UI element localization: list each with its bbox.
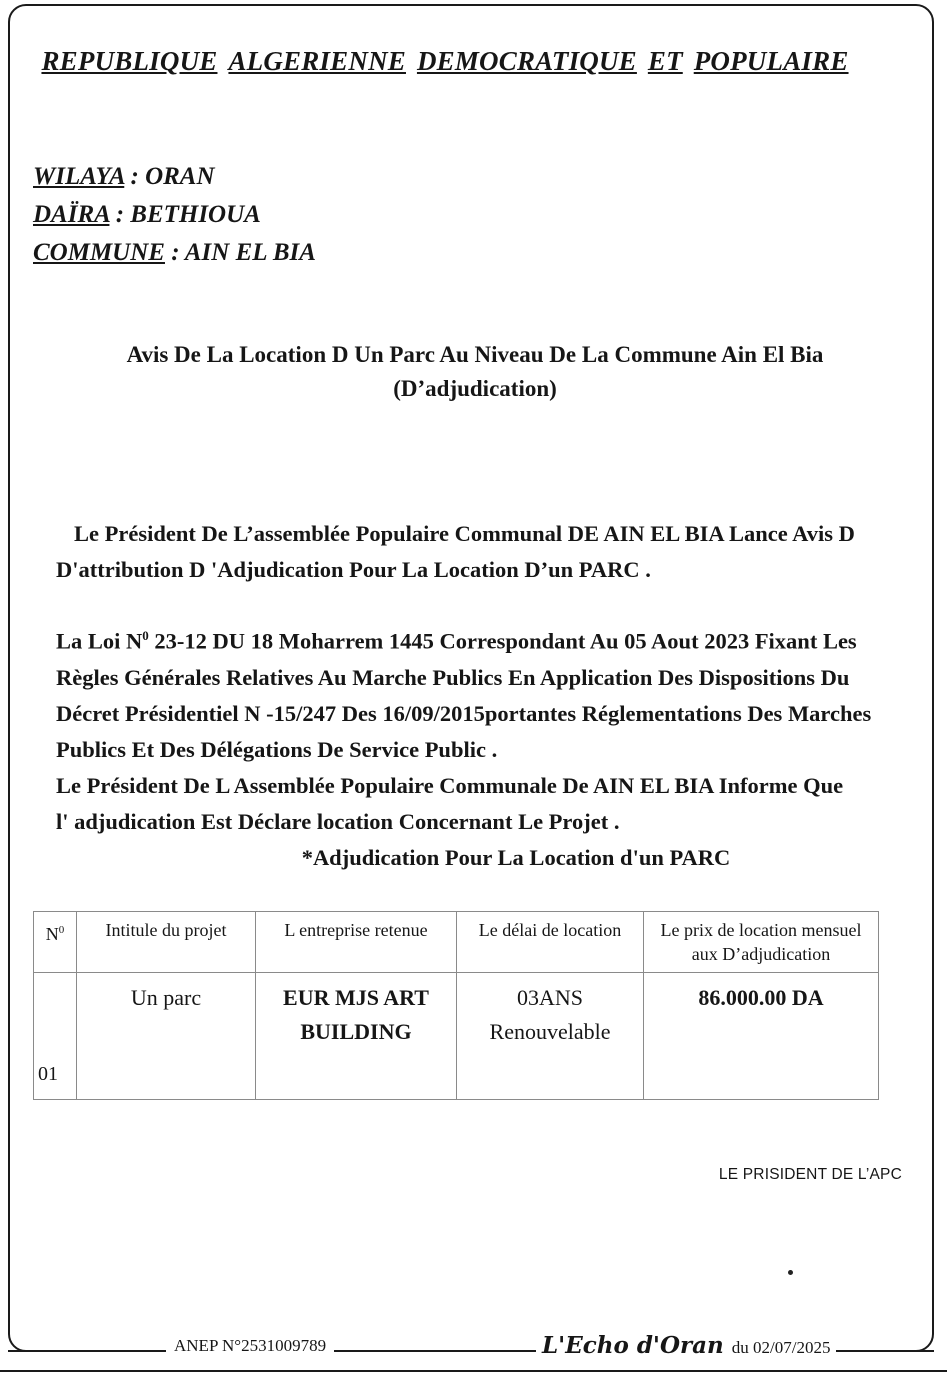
commune-label: COMMUNE: [33, 239, 165, 266]
notice-title-line1: Avis De La Location D Un Parc Au Niveau De La Commune Ain El Bia: [126, 342, 824, 367]
header-prix: Le prix de location mensuel aux D’adjudication: [644, 912, 879, 973]
award-table: [33, 911, 879, 1100]
commune-value: : AIN EL BIA: [164, 239, 316, 266]
body-paragraph-1: Le Président De L’assemblée Populaire Communal DE AIN EL BIA Lance Avis D D'attribution D 'Adjudication Pour La Location D’un PARC .: [56, 521, 855, 582]
heading-word: ALGERIENNE: [228, 46, 406, 76]
notice-body: [56, 516, 916, 876]
footer: [8, 1330, 934, 1370]
body-paragraph-2: [56, 618, 916, 768]
daira-line: [33, 196, 316, 234]
row-delai: 03ANS Renouvelable: [457, 973, 644, 1100]
body-paragraph-3: Le Président De L Assemblée Populaire Communale De AIN EL BIA Informe Que: [56, 772, 844, 798]
wilaya-label: WILAYA: [33, 163, 125, 190]
row-intitule: Un parc: [77, 973, 256, 1100]
law-prefix: La Loi N: [56, 628, 143, 654]
law-superscript: 0: [142, 628, 149, 643]
daira-value: : BETHIOUA: [109, 201, 261, 228]
publication-date: du 02/07/2025: [731, 1338, 831, 1357]
header-intitule: Intitule du projet: [77, 912, 256, 973]
heading-word: REPUBLIQUE: [41, 46, 218, 76]
header-entreprise: L entreprise retenue: [256, 912, 457, 973]
daira-label: DAÏRA: [33, 201, 110, 228]
table-header-row: [34, 912, 879, 973]
row-entreprise: EUR MJS ART BUILDING: [256, 973, 457, 1100]
heading-word: DEMOCRATIQUE: [416, 46, 637, 76]
law-text: 23-12 DU 18 Moharrem 1445 Correspondant Au 05 Aout 2023 Fixant Les Règles Générales Relatives Au Marche Publics En Application Des Dispositions Du Décret Présidentiel N -15/247 Des 16/09/2015portantes Réglementations Des Marches Publics Et Des Délégations De Service Public .: [56, 628, 872, 762]
page-bottom-rule: [0, 1370, 947, 1372]
table-row: [34, 973, 879, 1100]
header-delai: Le délai de location: [457, 912, 644, 973]
speck-mark: [788, 1270, 793, 1275]
notice-title: [20, 338, 930, 406]
signature-line: LE PRISIDENT DE L’APC: [718, 1166, 902, 1183]
body-project-line: *Adjudication Pour La Location d'un PARC: [301, 844, 731, 870]
administrative-block: [33, 158, 316, 272]
anep-number: ANEP N°2531009789: [166, 1336, 334, 1356]
wilaya-value: : ORAN: [124, 163, 215, 190]
row-prix: 86.000.00 DA: [644, 973, 879, 1100]
republique-heading: [0, 46, 890, 77]
commune-line: [33, 234, 316, 272]
newspaper-title: L'Echo d'Oran: [542, 1332, 724, 1359]
body-paragraph-4: l' adjudication Est Déclare location Concernant Le Projet .: [56, 808, 620, 834]
newspaper-name: [536, 1332, 836, 1359]
notice-title-line2: (D’adjudication): [393, 376, 557, 401]
row-num: 01: [34, 973, 77, 1100]
heading-word: ET: [647, 46, 683, 76]
header-num: $N^0$: [34, 912, 77, 973]
heading-word: POPULAIRE: [693, 46, 849, 76]
wilaya-line: [33, 158, 316, 196]
